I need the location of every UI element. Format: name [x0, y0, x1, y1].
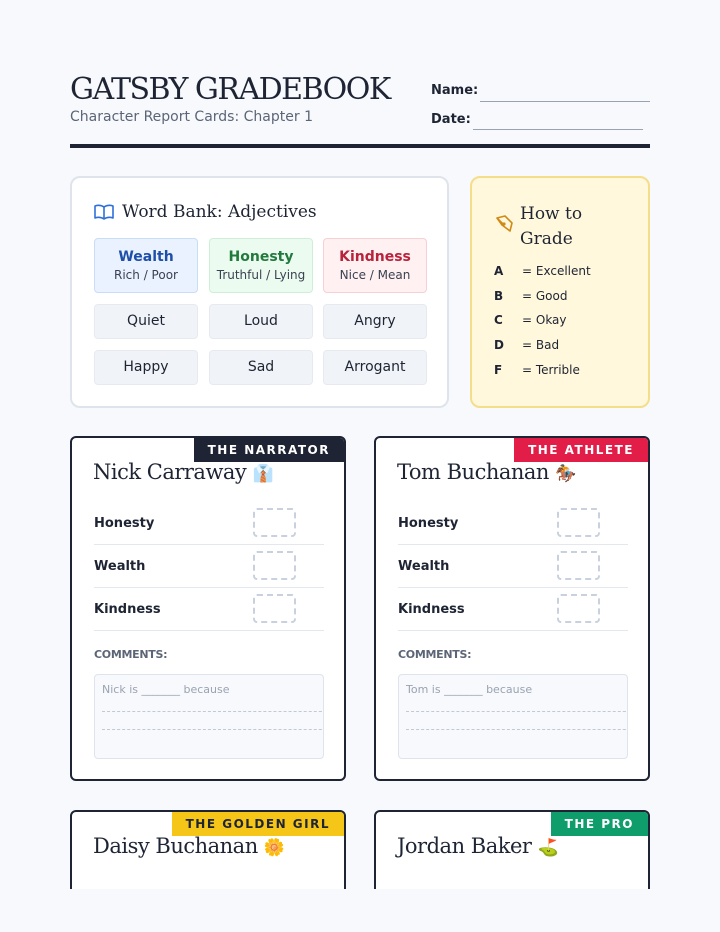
trait-label: Wealth — [398, 559, 450, 574]
grade-meaning: = Bad — [522, 338, 560, 352]
word-bank-heading — [94, 202, 317, 222]
writing-line — [102, 729, 324, 730]
word-bank-title: Word Bank: Adjectives — [122, 202, 317, 222]
grading-title — [520, 202, 582, 252]
comment-field[interactable] — [94, 674, 324, 759]
trait-row — [398, 502, 628, 545]
trait-row — [94, 545, 324, 588]
role-tag: THE NARRATOR — [194, 438, 344, 462]
adjective-word: Happy — [123, 359, 169, 375]
writing-line — [406, 711, 628, 712]
trait-label: Honesty — [398, 516, 459, 531]
adjective-word: Loud — [244, 313, 278, 329]
adjective-word: Quiet — [127, 313, 165, 329]
necktie-icon: 👔 — [252, 464, 274, 484]
adjective-word: Angry — [354, 313, 396, 329]
page-subtitle: Character Report Cards: Chapter 1 — [70, 109, 313, 125]
grade-letter: D — [494, 338, 504, 352]
comment-placeholder: Nick is _______ because — [102, 683, 230, 696]
grade-meaning: = Okay — [522, 313, 567, 327]
trait-row — [398, 545, 628, 588]
horse-racing-icon: 🏇 — [555, 464, 576, 484]
category-pair: Truthful / Lying — [216, 268, 306, 282]
grade-letter: C — [494, 313, 503, 327]
word-bank-card — [70, 176, 449, 408]
page-bottom-edge — [0, 889, 720, 932]
grade-box[interactable] — [557, 551, 600, 580]
character-name — [397, 834, 558, 858]
trait-row — [94, 588, 324, 631]
comments-label: COMMENTS: — [94, 648, 168, 661]
grade-row — [494, 264, 591, 278]
role-tag: THE ATHLETE — [514, 438, 648, 462]
comments-label: COMMENTS: — [398, 648, 472, 661]
golf-flag-icon: ⛳ — [537, 838, 559, 858]
role-tag: THE PRO — [551, 812, 648, 836]
category-wealth — [94, 238, 198, 293]
category-pair: Nice / Mean — [339, 268, 411, 282]
category-kindness — [323, 238, 427, 293]
page-title: GATSBY GRADEBOOK — [70, 72, 390, 107]
trait-row — [398, 588, 628, 631]
writing-line — [406, 729, 628, 730]
comment-field[interactable] — [398, 674, 628, 759]
character-name-text: Nick Carraway — [93, 460, 247, 484]
adjective-tile — [94, 350, 198, 385]
grade-row — [494, 289, 567, 303]
name-label: Name: — [431, 83, 479, 98]
adjective-tile — [323, 304, 427, 339]
grade-letter: B — [494, 289, 504, 303]
category-word: Honesty — [228, 249, 294, 265]
trait-label: Wealth — [94, 559, 146, 574]
character-name-text: Daisy Buchanan — [93, 834, 258, 858]
grade-box[interactable] — [253, 594, 296, 623]
character-name — [93, 460, 273, 484]
character-name-text: Tom Buchanan — [397, 460, 549, 484]
writing-line — [102, 711, 324, 712]
adjective-tile — [209, 304, 313, 339]
category-pair: Rich / Poor — [114, 268, 178, 282]
grade-letter: F — [494, 363, 503, 377]
flower-icon: 🌼 — [263, 838, 285, 858]
grade-box[interactable] — [557, 508, 600, 537]
date-field[interactable] — [473, 129, 643, 130]
grade-box[interactable] — [253, 551, 296, 580]
trait-label: Honesty — [94, 516, 155, 531]
grade-meaning: = Good — [522, 289, 568, 303]
grading-title-line: Grade — [520, 229, 573, 249]
trait-label: Kindness — [94, 602, 161, 617]
date-label: Date: — [431, 112, 471, 127]
grade-meaning: = Excellent — [522, 264, 591, 278]
grade-meaning: = Terrible — [522, 363, 580, 377]
comment-placeholder: Tom is _______ because — [406, 683, 533, 696]
grading-title-line: How to — [520, 204, 583, 224]
adjective-word: Sad — [247, 359, 275, 375]
grade-row — [494, 338, 559, 352]
character-card-nick — [70, 436, 346, 781]
category-word: Wealth — [118, 249, 174, 265]
category-word: Kindness — [339, 249, 411, 265]
grade-row — [494, 313, 567, 327]
adjective-word: Arrogant — [344, 359, 406, 375]
pen-nib-icon — [494, 214, 514, 234]
grade-box[interactable] — [253, 508, 296, 537]
grading-key-card — [470, 176, 650, 408]
adjective-tile — [323, 350, 427, 385]
name-field[interactable] — [480, 101, 650, 102]
character-card-tom — [374, 436, 650, 781]
trait-row — [94, 502, 324, 545]
role-tag: THE GOLDEN GIRL — [172, 812, 344, 836]
open-book-icon — [94, 204, 114, 220]
grade-row — [494, 363, 580, 377]
adjective-tile — [94, 304, 198, 339]
character-name-text: Jordan Baker — [397, 834, 532, 858]
category-honesty — [209, 238, 313, 293]
trait-label: Kindness — [398, 602, 465, 617]
grade-box[interactable] — [557, 594, 600, 623]
character-name — [397, 460, 576, 484]
worksheet-header — [70, 70, 650, 148]
adjective-tile — [209, 350, 313, 385]
grade-letter: A — [494, 264, 504, 278]
character-name — [93, 834, 285, 858]
